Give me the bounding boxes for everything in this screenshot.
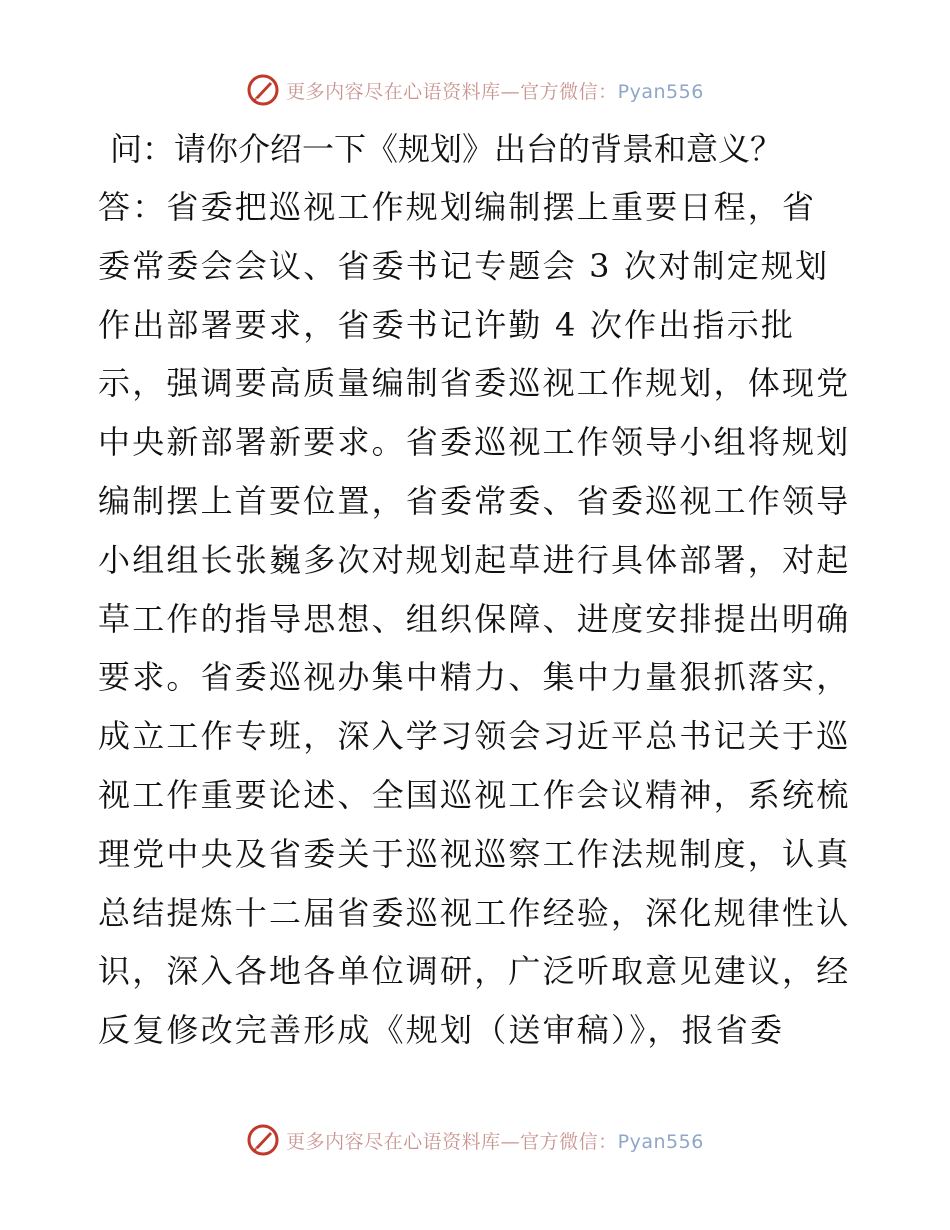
answer-line: 作出部署要求，省委书记许勤 4 次作出指示批 [98, 305, 796, 344]
question-heading: 问：请你介绍一下《规划》出台的背景和意义？ [110, 130, 783, 168]
feather-pen-logo-icon [246, 73, 280, 107]
wechat-id: Pyan556 [617, 1130, 704, 1153]
answer-line: 总结提炼十二届省委巡视工作经验，深化规律性认 [98, 893, 851, 932]
answer-line: 成立工作专班，深入学习领会习近平总书记关于巡 [98, 717, 851, 756]
header-watermark [0, 70, 950, 110]
answer-line: 视工作重要论述、全国巡视工作会议精神，系统梳 [98, 775, 851, 814]
answer-line: 识，深入各地各单位调研，广泛听取意见建议，经 [98, 952, 851, 991]
answer-line: 要求。省委巡视办集中精力、集中力量狠抓落实， [98, 658, 851, 697]
answer-line: 示，强调要高质量编制省委巡视工作规划，体现党 [98, 364, 851, 403]
answer-line: 编制摆上首要位置，省委常委、省委巡视工作领导 [98, 481, 851, 520]
answer-line: 理党中央及省委关于巡视巡察工作法规制度，认真 [98, 834, 851, 873]
answer-paragraph [98, 178, 851, 1060]
watermark-text: 更多内容尽在心语资料库—官方微信：Pyan556 [286, 1130, 704, 1153]
wechat-id: Pyan556 [617, 80, 704, 103]
answer-line: 草工作的指导思想、组织保障、进度安排提出明确 [98, 599, 851, 638]
answer-line: 小组组长张巍多次对规划起草进行具体部署，对起 [98, 540, 851, 579]
answer-line: 中央新部署新要求。省委巡视工作领导小组将规划 [98, 423, 851, 462]
document-body [98, 120, 851, 1060]
feather-pen-logo-icon [246, 1123, 280, 1157]
answer-line: 委常委会会议、省委书记专题会 3 次对制定规划 [98, 246, 830, 285]
answer-line: 反复修改完善形成《规划（送审稿）》，报省委 [98, 1011, 785, 1050]
watermark-text: 更多内容尽在心语资料库—官方微信：Pyan556 [286, 80, 704, 103]
answer-line: 答：省委把巡视工作规划编制摆上重要日程，省 [98, 188, 817, 226]
footer-watermark [0, 1120, 950, 1160]
